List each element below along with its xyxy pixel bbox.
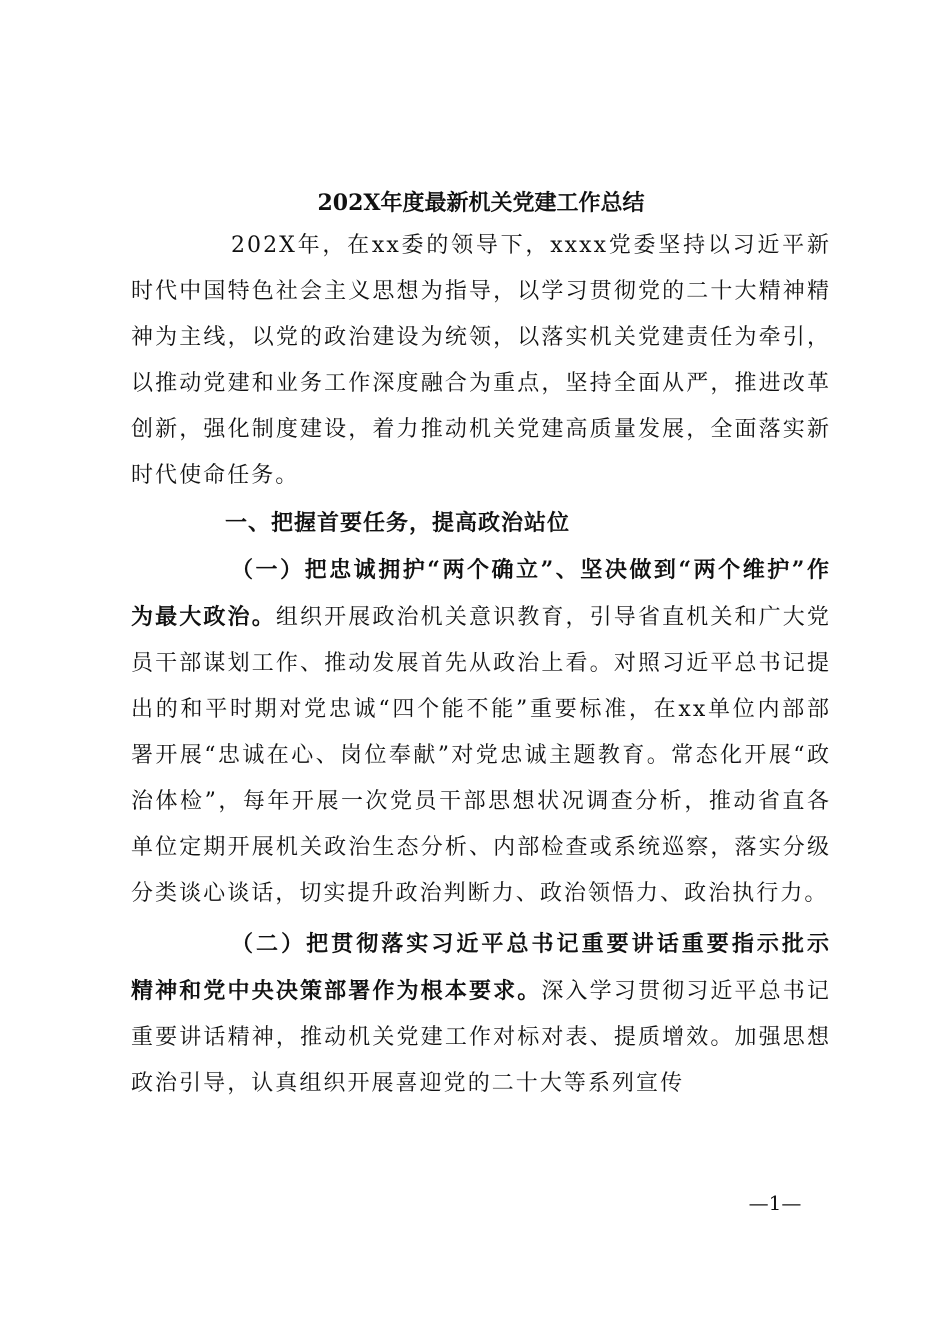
intro-paragraph: 202X年，在xx委的领导下，xxxx党委坚持以习近平新时代中国特色社会主义思想为指导，以学习贯彻党的二十大精神精神为主线，以党的政治建设为统领，以落实机关党建责任为牵引，以推动党建和业务工作深度融合为重点，坚持全面从严，推进改革创新，强化制度建设，着力推动机关党建高质量发展，全面落实新时代使命任务。 (131, 233, 831, 488)
section-heading: 一、把握首要任务，提高政治站位 (225, 511, 571, 536)
section-item-lead: （二）把贯彻落实习近平总书记重要讲话重要指示批示精神和党中央决策部署作为根本要求。 (131, 931, 831, 1004)
section-item-body: 组织开展政治机关意识教育，引导省直机关和广大党员干部谋划工作、推动发展首先从政治上看。对照习近平总书记提出的和平时期对党忠诚“四个能不能”重要标准，在xx单位内部部署开展“忠诚在心、岗位奉献”对党忠诚主题教育。常态化开展“政治体检”，每年开展一次党员干部思想状况调查分析，推动省直各单位定期开展机关政治生态分析、内部检查或系统巡察，落实分级分类谈心谈话，切实提升政治判断力、政治领悟力、政治执行力。 (131, 605, 831, 906)
section-item-paragraph (131, 547, 831, 917)
section-item-paragraph (131, 921, 831, 1107)
page-number: —1— (748, 1191, 802, 1215)
section-item-lead: （一）把忠诚拥护“两个确立”、坚决做到“两个维护”作为最大政治。 (131, 557, 831, 630)
section-item-body: 深入学习贯彻习近平总书记重要讲话精神，推动机关党建工作对标对表、提质增效。加强思想政治引导，认真组织开展喜迎党的二十大等系列宣传 (131, 979, 831, 1096)
document-title: 202X年度最新机关党建工作总结 (317, 190, 645, 216)
document-body (131, 183, 831, 1107)
